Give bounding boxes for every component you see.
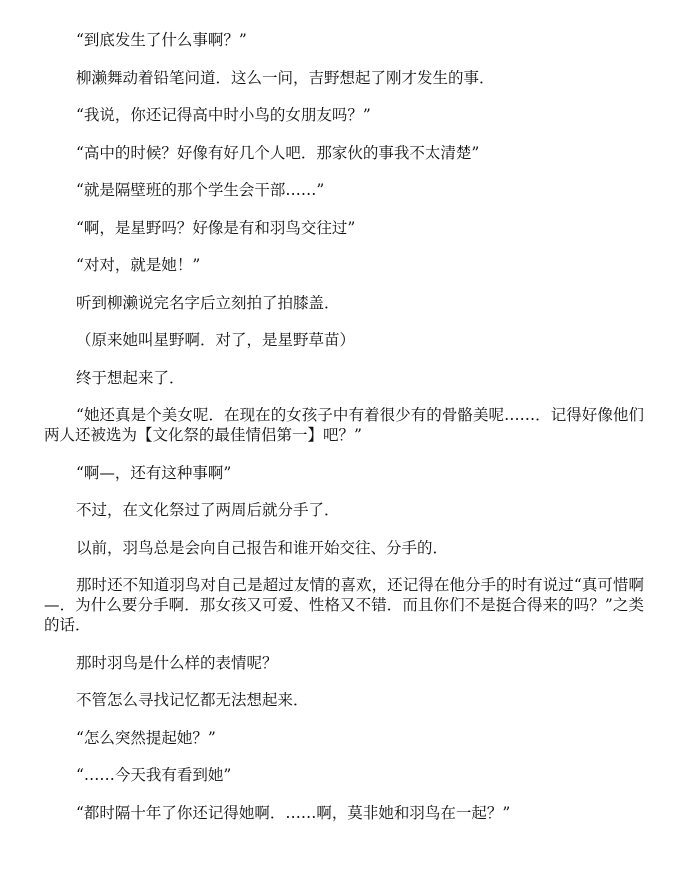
paragraph: “啊，是星野吗？好像是有和羽鸟交往过”: [76, 218, 356, 237]
paragraph: “就是隔壁班的那个学生会干部……”: [76, 181, 325, 199]
paragraph: “我说，你还记得高中时小鸟的女朋友吗？”: [76, 106, 371, 124]
paragraph: “啊—，还有这种事啊”: [76, 463, 232, 482]
paragraph: “高中的时候？好像有好几个人吧．那家伙的事我不太清楚”: [76, 143, 480, 162]
paragraph: “对对，就是她！”: [76, 256, 201, 274]
paragraph: “到底发生了什么事啊？”: [76, 31, 247, 49]
paragraph: 不管怎么寻找记忆都无法想起来．: [76, 691, 309, 709]
paragraph: “她还真是个美女呢．在现在的女孩子中有着很少有的骨骼美呢……．记得好像他们两人还被选为【文化祭的最佳情侣第一】吧？”: [44, 406, 644, 444]
document-body: [44, 30, 644, 840]
paragraph: 那时羽鸟是什么样的表情呢？: [76, 653, 278, 672]
paragraph: 听到柳濑说完名字后立刻拍了拍膝盖．: [76, 293, 340, 312]
paragraph: （原来她叫星野啊．对了，是星野草苗）: [76, 331, 356, 349]
paragraph: 不过，在文化祭过了两周后就分手了．: [76, 501, 340, 519]
paragraph: “怎么突然提起她？”: [76, 728, 216, 747]
paragraph: “都时隔十年了你还记得她啊．……啊，莫非她和羽鸟在一起？”: [76, 803, 511, 822]
paragraph: “……今天我有看到她”: [76, 766, 232, 784]
paragraph: 终于想起来了．: [76, 368, 185, 387]
paragraph: 柳濑舞动着铅笔问道．这么一问，吉野想起了刚才发生的事．: [76, 68, 495, 87]
paragraph: 那时还不知道羽鸟对自己是超过友情的喜欢，还记得在他分手的时有说过“真可惜啊—．为什么要分手啊．那女孩又可爱、性格又不错．而且你们不是挺合得来的吗？”之类的话．: [44, 576, 644, 634]
paragraph: 以前，羽鸟总是会向自己报告和谁开始交往、分手的．: [76, 538, 449, 557]
